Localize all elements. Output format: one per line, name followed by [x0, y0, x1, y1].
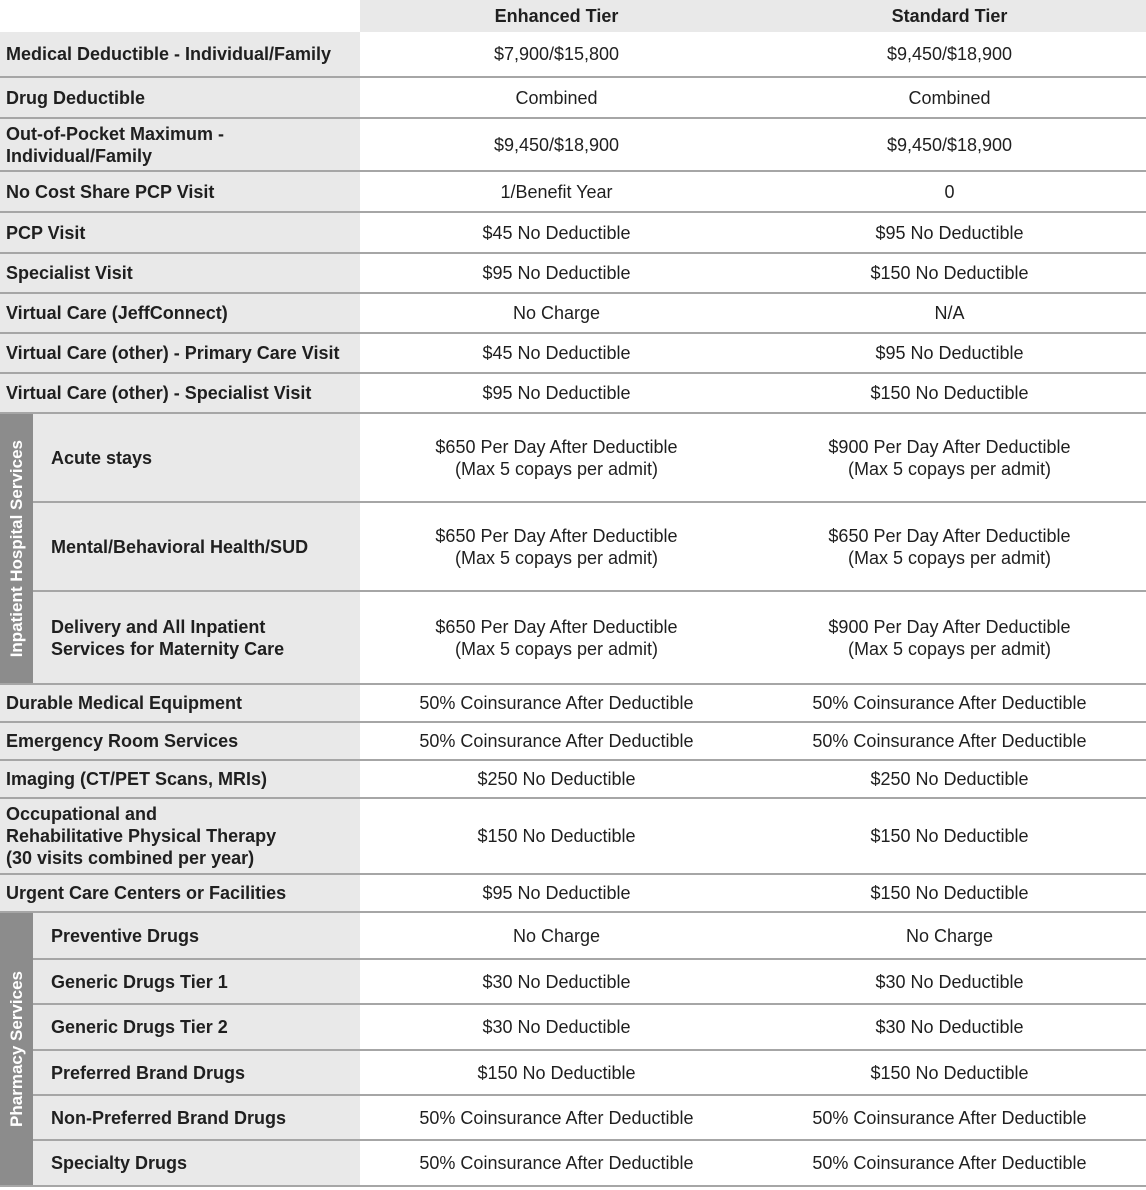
- table-row: [0, 722, 1146, 760]
- table-row: [0, 293, 1146, 333]
- cell-enhanced: 50% Coinsurance After Deductible: [360, 1140, 753, 1186]
- cell-enhanced: Combined: [360, 77, 753, 118]
- table-row: [0, 959, 1146, 1004]
- cell-line: $650 Per Day After Deductible: [435, 525, 678, 546]
- cell-standard: Combined: [753, 77, 1146, 118]
- cell-enhanced: No Charge: [360, 912, 753, 959]
- cell-standard: No Charge: [753, 912, 1146, 959]
- cell-standard: $95 No Deductible: [753, 333, 1146, 373]
- row-label: Specialist Visit: [0, 253, 360, 293]
- cell-enhanced: 50% Coinsurance After Deductible: [360, 684, 753, 722]
- cell-line: $650 Per Day After Deductible: [435, 616, 678, 637]
- row-label: PCP Visit: [0, 212, 360, 253]
- cell-enhanced: [360, 591, 753, 684]
- cell-line: $900 Per Day After Deductible: [828, 436, 1071, 457]
- inpatient-group-text: Inpatient Hospital Services: [6, 439, 26, 658]
- table-row: [0, 1004, 1146, 1050]
- row-label: Durable Medical Equipment: [0, 684, 360, 722]
- cell-standard: 50% Coinsurance After Deductible: [753, 1095, 1146, 1140]
- cell-enhanced: 50% Coinsurance After Deductible: [360, 1095, 753, 1140]
- table-row: [0, 1050, 1146, 1095]
- table-row: [0, 118, 1146, 171]
- cell-standard: N/A: [753, 293, 1146, 333]
- cell-enhanced: 50% Coinsurance After Deductible: [360, 722, 753, 760]
- cell-standard: [753, 413, 1146, 502]
- row-label: Emergency Room Services: [0, 722, 360, 760]
- cell-enhanced: $95 No Deductible: [360, 874, 753, 912]
- cell-standard: 50% Coinsurance After Deductible: [753, 722, 1146, 760]
- cell-standard: $150 No Deductible: [753, 253, 1146, 293]
- row-label: Generic Drugs Tier 1: [33, 959, 360, 1004]
- header-enhanced: Enhanced Tier: [360, 0, 753, 32]
- header-standard: Standard Tier: [753, 0, 1146, 32]
- row-label: No Cost Share PCP Visit: [0, 171, 360, 212]
- cell-standard: $30 No Deductible: [753, 959, 1146, 1004]
- cell-enhanced: $9,450/$18,900: [360, 118, 753, 171]
- row-label: Generic Drugs Tier 2: [33, 1004, 360, 1050]
- row-label: Medical Deductible - Individual/Family: [0, 32, 360, 77]
- cell-line: (Max 5 copays per admit): [454, 638, 659, 659]
- cell-line: (Max 5 copays per admit): [847, 638, 1052, 659]
- table-row: [0, 171, 1146, 212]
- table-row: [0, 874, 1146, 912]
- table-row: [0, 413, 1146, 502]
- cell-enhanced: $150 No Deductible: [360, 798, 753, 874]
- row-label-line: Individual/Family: [6, 145, 153, 166]
- cell-standard: $150 No Deductible: [753, 1050, 1146, 1095]
- cell-line: (Max 5 copays per admit): [454, 458, 659, 479]
- cell-line: $650 Per Day After Deductible: [828, 525, 1071, 546]
- cell-standard: [753, 502, 1146, 591]
- cell-standard: [753, 591, 1146, 684]
- cell-line: $650 Per Day After Deductible: [435, 436, 678, 457]
- table-row: [0, 912, 1146, 959]
- row-label: Acute stays: [33, 413, 360, 502]
- row-label: [0, 118, 360, 171]
- cell-standard: 50% Coinsurance After Deductible: [753, 1140, 1146, 1186]
- cell-enhanced: [360, 413, 753, 502]
- table-row: [0, 212, 1146, 253]
- table-row: [0, 1095, 1146, 1140]
- row-label: Non-Preferred Brand Drugs: [33, 1095, 360, 1140]
- cell-enhanced: $30 No Deductible: [360, 1004, 753, 1050]
- cell-standard: 0: [753, 171, 1146, 212]
- table-row: [0, 253, 1146, 293]
- table-row: [0, 1140, 1146, 1186]
- row-label: Virtual Care (JeffConnect): [0, 293, 360, 333]
- table-row: [0, 502, 1146, 591]
- cell-line: (Max 5 copays per admit): [454, 547, 659, 568]
- row-label-line: Occupational and: [6, 804, 158, 824]
- cell-standard: 50% Coinsurance After Deductible: [753, 684, 1146, 722]
- cell-enhanced: $95 No Deductible: [360, 253, 753, 293]
- row-label: Specialty Drugs: [33, 1140, 360, 1186]
- row-label-line: Rehabilitative Physical Therapy: [6, 826, 277, 846]
- table-row: [0, 684, 1146, 722]
- row-label-line: (30 visits combined per year): [6, 848, 255, 868]
- cell-line: (Max 5 copays per admit): [847, 547, 1052, 568]
- cell-line: $900 Per Day After Deductible: [828, 616, 1071, 637]
- header-row: [0, 0, 1146, 32]
- pharmacy-group-text: Pharmacy Services: [6, 971, 26, 1127]
- cell-enhanced: $30 No Deductible: [360, 959, 753, 1004]
- cell-enhanced: $95 No Deductible: [360, 373, 753, 413]
- cell-standard: $150 No Deductible: [753, 373, 1146, 413]
- cell-enhanced: $45 No Deductible: [360, 333, 753, 373]
- cell-standard: $95 No Deductible: [753, 212, 1146, 253]
- table-row: [0, 32, 1146, 77]
- row-label: Imaging (CT/PET Scans, MRIs): [0, 760, 360, 798]
- row-label: Drug Deductible: [0, 77, 360, 118]
- row-label-line: Services for Maternity Care: [51, 638, 285, 659]
- cell-line: (Max 5 copays per admit): [847, 458, 1052, 479]
- cell-enhanced: $150 No Deductible: [360, 1050, 753, 1095]
- cell-standard: $250 No Deductible: [753, 760, 1146, 798]
- row-label: Virtual Care (other) - Primary Care Visit: [0, 333, 360, 373]
- cell-enhanced: 1/Benefit Year: [360, 171, 753, 212]
- row-label: Virtual Care (other) - Specialist Visit: [0, 373, 360, 413]
- cell-enhanced: $45 No Deductible: [360, 212, 753, 253]
- table-row: [0, 798, 1146, 874]
- row-label-line: Delivery and All Inpatient: [51, 616, 266, 637]
- cell-enhanced: $7,900/$15,800: [360, 32, 753, 77]
- table-row: [0, 591, 1146, 684]
- cell-standard: $9,450/$18,900: [753, 32, 1146, 77]
- row-label: Preventive Drugs: [33, 912, 360, 959]
- cell-enhanced: [360, 502, 753, 591]
- cell-standard: $150 No Deductible: [753, 874, 1146, 912]
- table-row: [0, 373, 1146, 413]
- table-row: [0, 77, 1146, 118]
- row-label: [33, 591, 360, 684]
- inpatient-group-label: [0, 413, 33, 684]
- table-row: [0, 333, 1146, 373]
- header-blank: [0, 0, 360, 32]
- pharmacy-group-label: [0, 912, 33, 1186]
- cell-enhanced: $250 No Deductible: [360, 760, 753, 798]
- row-label: Preferred Brand Drugs: [33, 1050, 360, 1095]
- table-row: [0, 760, 1146, 798]
- cell-standard: $30 No Deductible: [753, 1004, 1146, 1050]
- cell-standard: $150 No Deductible: [753, 798, 1146, 874]
- row-label: Urgent Care Centers or Facilities: [0, 874, 360, 912]
- cell-standard: $9,450/$18,900: [753, 118, 1146, 171]
- row-label-line: Out-of-Pocket Maximum -: [6, 123, 225, 144]
- row-label: [0, 798, 360, 874]
- cell-enhanced: No Charge: [360, 293, 753, 333]
- row-label: Mental/Behavioral Health/SUD: [33, 502, 360, 591]
